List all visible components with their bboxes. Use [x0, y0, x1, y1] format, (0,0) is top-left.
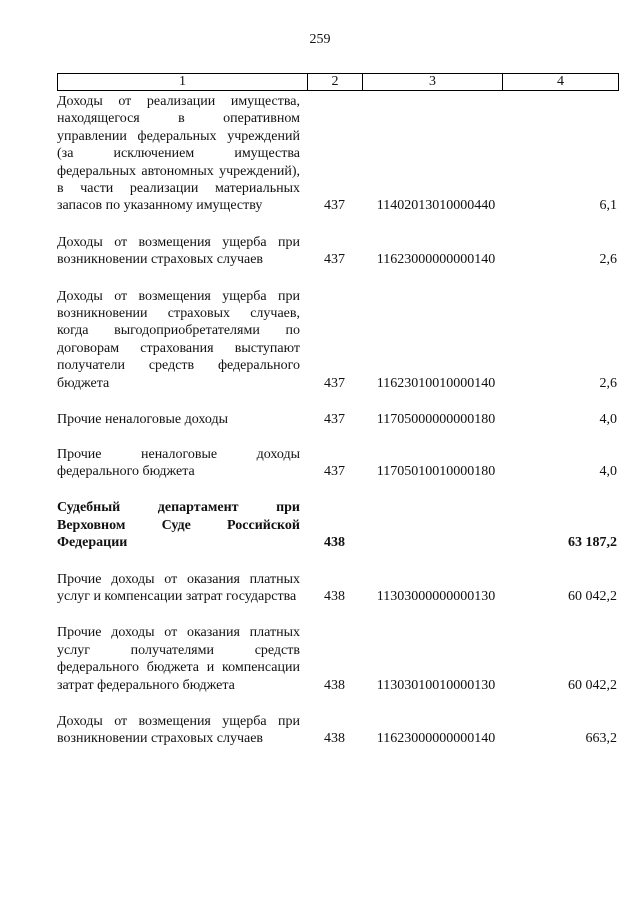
row-revenue-code: 11705000000000180 [376, 412, 496, 428]
table-row [57, 234, 619, 269]
row-name: Доходы от возмещения ущерба при возникновении страховых случаев [57, 234, 300, 268]
row-revenue-code: 11303000000000130 [376, 588, 496, 604]
row-name: Прочие неналоговые доходы [57, 412, 229, 428]
row-name: Доходы от возмещения ущерба при возникновении страховых случаев, когда выгодоприобретателями по договорам страхования выступают получатели средств федерального бюджета [57, 288, 300, 391]
row-admin-code: 438 [324, 677, 345, 693]
row-amount: 663,2 [585, 731, 617, 747]
row-amount: 2,6 [599, 252, 617, 268]
table-row [57, 624, 619, 694]
row-name: Прочие доходы от оказания платных услуг и компенсации затрат государства [57, 571, 300, 604]
row-amount: 60 042,2 [568, 677, 617, 693]
table-row [57, 446, 619, 481]
row-admin-code: 437 [324, 463, 345, 479]
row-admin-code: 437 [324, 412, 345, 428]
row-admin-code: 438 [324, 731, 345, 747]
row-admin-code: 437 [324, 375, 345, 391]
table-row [57, 411, 619, 428]
row-amount: 4,0 [599, 463, 617, 479]
row-name: Прочие неналоговые доходы федерального бюджета [57, 446, 300, 479]
row-amount: 63 187,2 [568, 535, 617, 551]
header-col-1: 1 [58, 74, 308, 90]
table-row [57, 93, 619, 215]
row-admin-code: 437 [324, 198, 345, 214]
row-revenue-code: 11623000000000140 [376, 731, 496, 747]
table-row [57, 713, 619, 748]
row-revenue-code: 11623000000000140 [376, 252, 496, 268]
row-name: Доходы от реализации имущества, находящегося в оперативном управлении федеральных учреждений (за исключением имущества федеральных автономных учреждений), в части реализации материальных запасов по указанному имуществу [57, 94, 300, 214]
table-header-row [57, 73, 619, 91]
row-amount: 4,0 [599, 412, 617, 428]
row-admin-code: 437 [324, 252, 345, 268]
header-col-4: 4 [557, 74, 564, 89]
row-revenue-code: 11303010010000130 [376, 677, 496, 693]
table-row [57, 288, 619, 392]
table-row [57, 571, 619, 606]
row-admin-code: 438 [324, 535, 345, 551]
page-number: 259 [309, 32, 331, 47]
table-body [57, 93, 619, 748]
row-amount: 60 042,2 [568, 588, 617, 604]
row-revenue-code: 11402013010000440 [376, 198, 496, 214]
header-col-3: 3 [363, 74, 503, 90]
row-revenue-code: 11705010010000180 [376, 463, 496, 479]
row-amount: 6,1 [599, 198, 617, 214]
header-col-2: 2 [308, 74, 363, 90]
row-name: Доходы от возмещения ущерба при возникновении страховых случаев [57, 713, 300, 747]
row-revenue-code: 11623010010000140 [376, 375, 496, 391]
row-admin-code: 438 [324, 588, 345, 604]
row-name: Прочие доходы от оказания платных услуг получателями средств федерального бюджета и компенсации затрат федерального бюджета [57, 625, 300, 693]
table-row [57, 499, 619, 551]
row-name: Судебный департамент при Верховном Суде Российской Федерации [57, 500, 300, 551]
row-amount: 2,6 [599, 375, 617, 391]
